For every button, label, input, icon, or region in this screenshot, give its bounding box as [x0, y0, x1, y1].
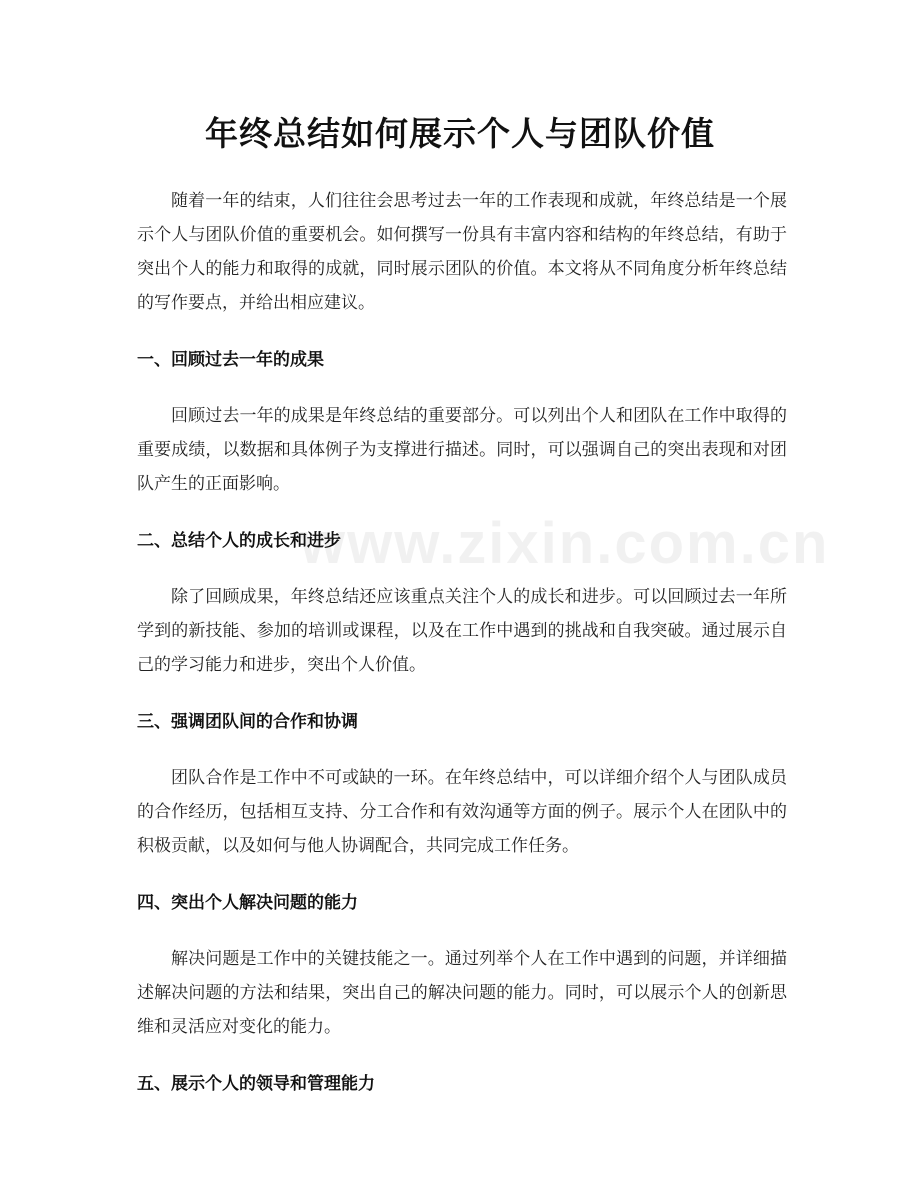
- section-paragraph-2: 除了回顾成果，年终总结还应该重点关注个人的成长和进步。可以回顾过去一年所学到的新技能、参加的培训或课程，以及在工作中遇到的挑战和自我突破。通过展示自己的学习能力和进步，突出个人价值。: [137, 587, 787, 675]
- document-body: [137, 184, 787, 1097]
- intro-paragraph: 随着一年的结束，人们往往会思考过去一年的工作表现和成就，年终总结是一个展示个人与团队价值的重要机会。如何撰写一份具有丰富内容和结构的年终总结，有助于突出个人的能力和取得的成就，同时展示团队的价值。本文将从不同角度分析年终总结的写作要点，并给出相应建议。: [137, 191, 787, 313]
- section-heading-3: 三、强调团队间的合作和协调: [137, 712, 358, 732]
- section-paragraph-1: 回顾过去一年的成果是年终总结的重要部分。可以列出个人和团队在工作中取得的重要成绩，以数据和具体例子为支撑进行描述。同时，可以强调自己的突出表现和对团队产生的正面影响。: [137, 406, 787, 494]
- section-heading-5: 五、展示个人的领导和管理能力: [137, 1074, 375, 1094]
- document-title: 年终总结如何展示个人与团队价值: [205, 114, 715, 153]
- section-paragraph-3: 团队合作是工作中不可或缺的一环。在年终总结中，可以详细介绍个人与团队成员的合作经历，包括相互支持、分工合作和有效沟通等方面的例子。展示个人在团队中的积极贡献，以及如何与他人协调配合，共同完成工作任务。: [137, 768, 787, 856]
- section-heading-4: 四、突出个人解决问题的能力: [137, 893, 358, 913]
- section-heading-2: 二、总结个人的成长和进步: [137, 531, 341, 551]
- watermark: www.zixin.com.cn: [300, 511, 830, 576]
- section-heading-1: 一、回顾过去一年的成果: [137, 350, 324, 370]
- section-paragraph-4: 解决问题是工作中的关键技能之一。通过列举个人在工作中遇到的问题，并详细描述解决问题的方法和结果，突出自己的解决问题的能力。同时，可以展示个人的创新思维和灵活应对变化的能力。: [137, 949, 787, 1037]
